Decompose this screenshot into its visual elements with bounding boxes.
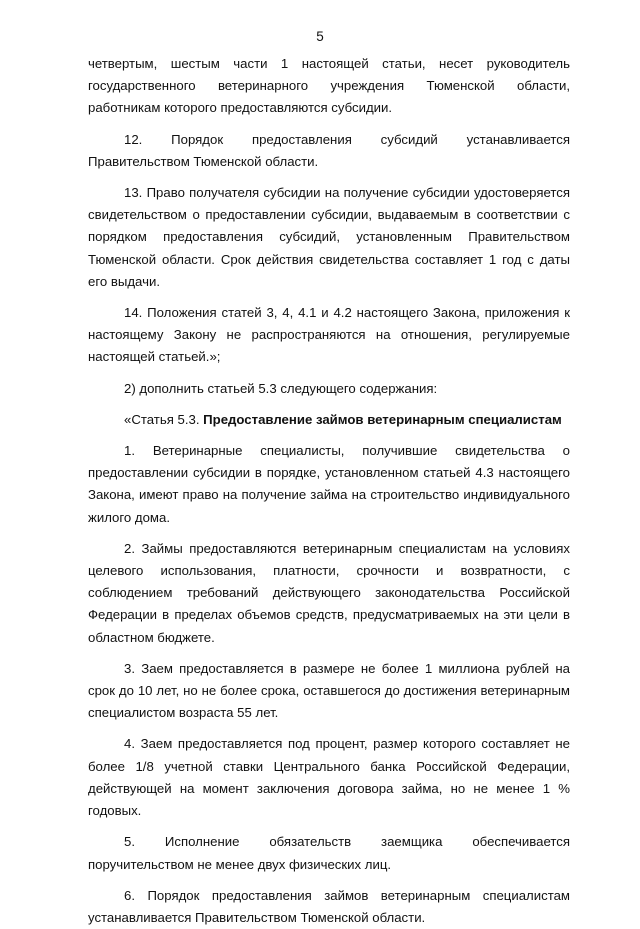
paragraph-13: 13. Право получателя субсидии на получение субсидии удостоверяется свидетельством о предоставлении субсидии, выдаваемым в соответствии с порядком предоставления субсидий, установленным Правительством Тюменской области. Срок действия свидетельства составляет 1 год с даты его выдачи. [88,185,570,289]
article-heading-title: Предоставление займов ветеринарным специалистам [203,411,562,427]
article-clause-3: 3. Заем предоставляется в размере не более 1 миллиона рублей на срок до 10 лет, но не более срока, оставшегося до достижения ветеринарным специалистом возраста 55 лет. [88,660,570,721]
paragraph-14: 14. Положения статей 3, 4, 4.1 и 4.2 настоящего Закона, приложения к настоящему Закону не распространяются на отношения, регулируемые настоящей статьей.»; [88,305,570,365]
article-clause-1: 1. Ветеринарные специалисты, получившие свидетельства о предоставлении субсидии в порядке, установленном статьей 4.3 настоящего Закона, имеют право на получение займа на строительство индивидуального жилого дома. [88,443,570,525]
paragraph-continuation: четвертым, шестым части 1 настоящей статьи, несет руководитель государственного ветеринарного учреждения Тюменской области, работникам которого предоставляются субсидии. [88,56,570,116]
article-clause-2: 2. Займы предоставляются ветеринарным специалистам на условиях целевого использования, платности, срочности и возвратности, с соблюдением требований действующего законодательства Российской Федерации в пределах объемов средств, предусматриваемых на эти цели в областном бюджете. [88,540,570,645]
paragraph-12: 12. Порядок предоставления субсидий устанавливается Правительством Тюменской области. [88,131,570,169]
article-clause-5: 5. Исполнение обязательств заемщика обеспечивается поручительством не менее двух физических лиц. [88,834,570,872]
article-heading-prefix: «Статья 5.3. [124,411,204,427]
paragraph-amendment-2: 2) дополнить статьей 5.3 следующего содержания: [124,380,438,396]
article-heading [88,409,570,431]
article-clause-6: 6. Порядок предоставления займов ветеринарным специалистам устанавливается Правительством Тюменской области. [88,887,570,925]
document-body [88,53,570,929]
page-number: 5 [316,29,324,44]
article-clause-4: 4. Заем предоставляется под процент, размер которого составляет не более 1/8 учетной ставки Центрального банка Российской Федерации, действующей на момент заключения договора займа, но не менее 1 % годовых. [88,736,570,819]
